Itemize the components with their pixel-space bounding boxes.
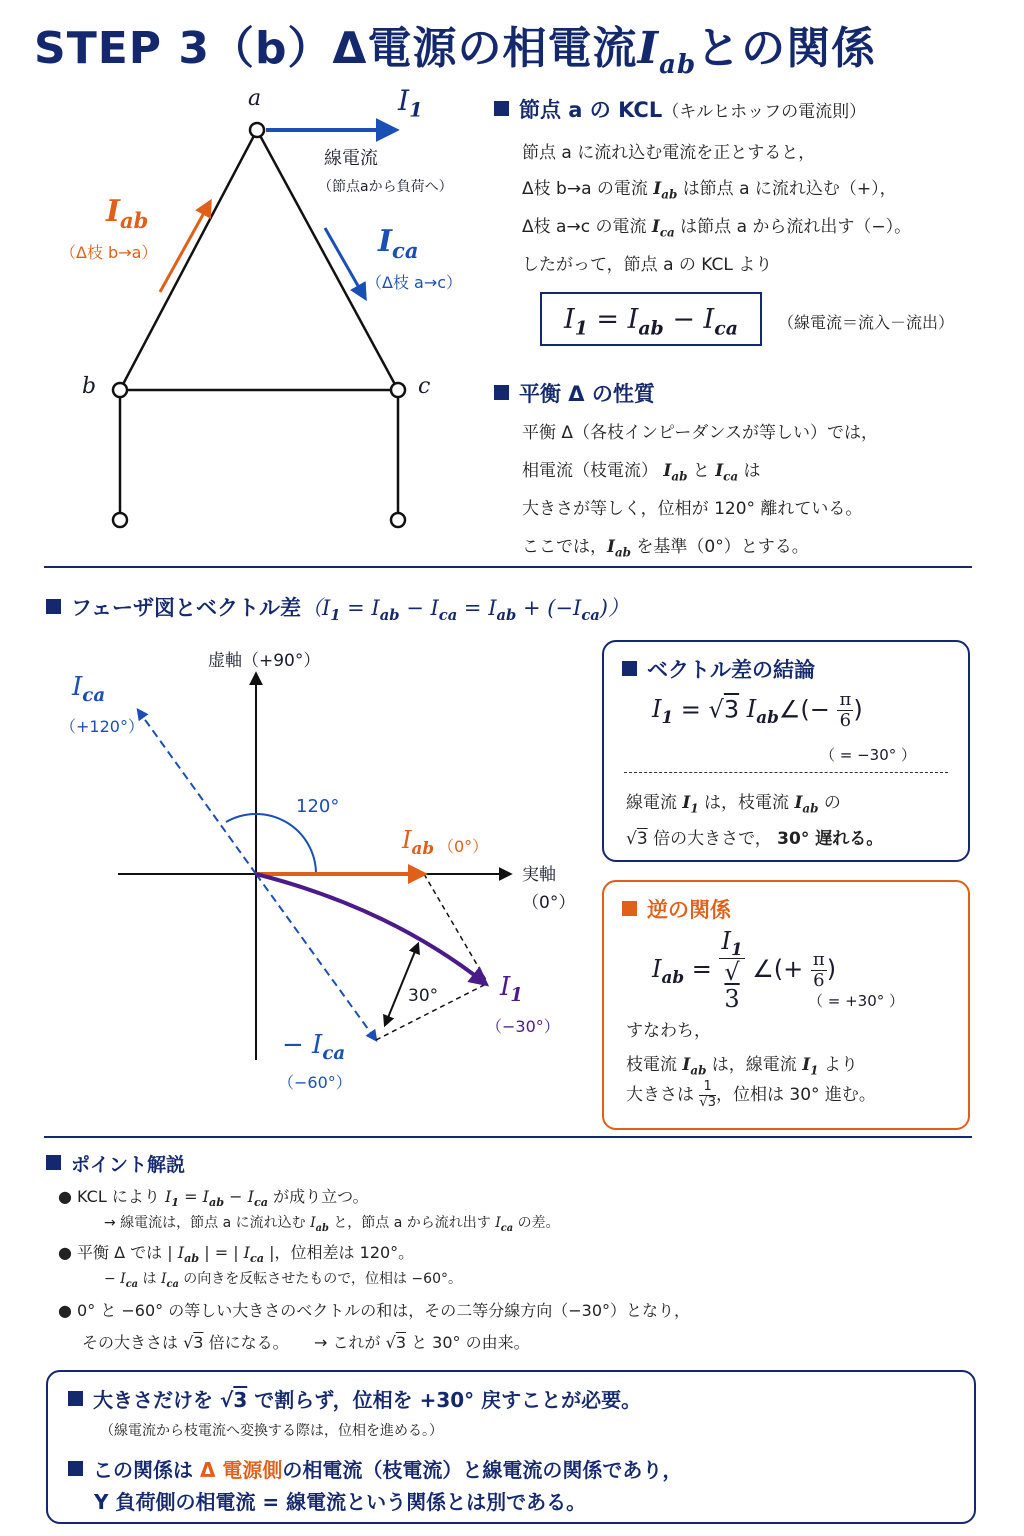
point-1-sub: → 線電流は，節点 a に流れ込む $I_{ab}$ と，節点 a から流れ出す $I_{ca}$ の差。 bbox=[104, 1215, 560, 1234]
kcl-equation-note: （線電流＝流入－流出） bbox=[778, 313, 955, 332]
kcl-equation-box: $I_1 = I_{ab} - I_{ca}$ bbox=[540, 292, 762, 346]
point-1: ● KCL により $I_1 = I_{ab} - I_{ca}$ が成り立つ。 bbox=[58, 1187, 369, 1210]
balanced-line-1: 平衡 Δ（各枝インピーダンスが等しい）では， bbox=[522, 423, 879, 443]
heading-square-icon bbox=[622, 661, 637, 676]
node-a-terminal bbox=[250, 123, 264, 137]
heading-square-icon bbox=[622, 901, 637, 916]
kcl-line-2: Δ枝 b→a の電流 $I_{ab}$ は節点 a に流れ込む（+）， bbox=[522, 179, 897, 202]
construction-line-1 bbox=[424, 874, 486, 980]
kcl-heading: 節点 a の KCL（キルヒホッフの電流則） bbox=[494, 94, 866, 124]
terminal-b-end bbox=[113, 513, 127, 527]
point-2-sub: − $I_{ca}$ は $I_{ca}$ の向きを反転させたもので，位相は −60°。 bbox=[104, 1271, 462, 1290]
phasor-i1-deg: （−30°） bbox=[486, 1017, 560, 1036]
summary-line-1: 大きさだけを √3 で割らず，位相を +30° 戻すことが必要。 bbox=[68, 1384, 641, 1413]
heading-square-icon bbox=[494, 101, 509, 116]
angle-30-label: 30° bbox=[408, 986, 439, 1006]
heading-square-icon bbox=[68, 1391, 83, 1406]
ica-phasor bbox=[138, 710, 256, 874]
inverse-heading: 逆の関係 bbox=[622, 894, 731, 924]
phasor-i1-label: $I_1$ bbox=[500, 972, 523, 1007]
balanced-line-4: ここでは，$I_{ab}$ を基準（0°）とする。 bbox=[522, 537, 809, 560]
kcl-line-3: Δ枝 a→c の電流 $I_{ca}$ は節点 a から流れ出す（−）。 bbox=[522, 217, 912, 240]
node-b-terminal bbox=[113, 383, 127, 397]
conclusion-formula: $I_1 = √3$ $I_{ab}\angle(-$ $\frac{\pi}{6}$ ) bbox=[652, 689, 863, 731]
phasor-ica-deg: （+120°） bbox=[60, 717, 144, 736]
divider-2 bbox=[44, 1136, 972, 1138]
conclusion-line-2: √3 倍の大きさで， 30° 遅れる。 bbox=[626, 829, 884, 849]
point-2: ● 平衡 Δ では | $I_{ab}$ | = | $I_{ca}$ |，位相差は 120°。 bbox=[58, 1243, 415, 1266]
iab-arrow bbox=[160, 202, 210, 292]
i1-phasor bbox=[256, 874, 486, 984]
real-axis-deg: （0°） bbox=[522, 893, 576, 913]
balanced-line-3: 大きさが等しく，位相が 120° 離れている。 bbox=[522, 499, 863, 519]
heading-square-icon bbox=[46, 599, 61, 614]
heading-square-icon bbox=[46, 1155, 61, 1170]
inverse-line-3: 大きさは $\frac{1}{√3}$ ，位相は 30° 進む。 bbox=[626, 1079, 876, 1110]
phasor-minus-ica-deg: （−60°） bbox=[278, 1073, 352, 1092]
node-b-label: b bbox=[82, 374, 97, 399]
delta-circuit-diagram bbox=[60, 80, 490, 550]
i1-label: $I_1$ bbox=[398, 84, 423, 122]
points-heading: ポイント解説 bbox=[46, 1150, 185, 1177]
phasor-heading: フェーザ図とベクトル差$(I_1 = I_{ab} - I_{ca} = I_{ab} + (-I_{ca}))$ bbox=[46, 592, 629, 624]
ica-note: （Δ枝 a→c） bbox=[366, 273, 463, 292]
angle-30-arrow bbox=[385, 944, 418, 1025]
terminal-c-end bbox=[391, 513, 405, 527]
line-current-note: （節点aから負荷へ） bbox=[318, 179, 453, 195]
balanced-heading: 平衡 Δ の性質 bbox=[494, 378, 655, 408]
phasor-iab-label: $I_{ab}$ bbox=[402, 826, 435, 858]
phasor-iab-deg: （0°） bbox=[438, 837, 489, 856]
kcl-line-4: したがって，節点 a の KCL より bbox=[522, 255, 773, 275]
inverse-line-1: すなわち， bbox=[626, 1021, 711, 1041]
inverse-deg-note: （ = +30° ） bbox=[808, 992, 905, 1010]
heading-square-icon bbox=[494, 385, 509, 400]
real-axis-label: 実軸 bbox=[522, 865, 556, 885]
phasor-ica-label: $I_{ca}$ bbox=[72, 672, 106, 707]
ica-label: $I_{ca}$ bbox=[378, 224, 419, 263]
balanced-line-2: 相電流（枝電流） $I_{ab}$ と $I_{ca}$ は bbox=[522, 461, 761, 484]
angle-120-arc bbox=[226, 814, 316, 874]
heading-square-icon bbox=[68, 1461, 83, 1476]
ica-arrow bbox=[325, 228, 365, 298]
summary-line-2: この関係は Δ 電源側の相電流（枝電流）と線電流の関係であり， bbox=[68, 1454, 682, 1483]
node-a-label: a bbox=[248, 86, 262, 111]
divider-1 bbox=[44, 566, 972, 568]
inverse-line-2: 枝電流 $I_{ab}$ は，線電流 $I_1$ より bbox=[626, 1055, 858, 1078]
summary-line-3: Y 負荷側の相電流 = 線電流という関係とは別である。 bbox=[94, 1490, 587, 1514]
conclusion-heading: ベクトル差の結論 bbox=[622, 654, 815, 684]
phasor-minus-ica-label: − $I_{ca}$ bbox=[282, 1030, 346, 1065]
conclusion-line-1: 線電流 $I_1$ は，枝電流 $I_{ab}$ の bbox=[626, 793, 841, 816]
point-3-sub: その大きさは √3 倍になる。 → これが √3 と 30° の由来。 bbox=[82, 1333, 530, 1352]
line-current-label: 線電流 bbox=[324, 148, 378, 169]
imag-axis-label: 虚軸（+90°） bbox=[208, 651, 321, 671]
conclusion-divider bbox=[624, 772, 948, 773]
summary-line-1-sub: （線電流から枝電流へ変換する際は，位相を進める。） bbox=[100, 1423, 443, 1439]
kcl-line-1: 節点 a に流れ込む電流を正とすると， bbox=[522, 143, 816, 163]
inverse-formula: $I_{ab}$ = $I_1$ √ 3 ∠(+ $\frac{\pi}{6}$ ) bbox=[652, 927, 837, 1013]
iab-note: （Δ枝 b→a） bbox=[60, 243, 158, 262]
node-c-label: c bbox=[418, 374, 431, 399]
minus-ica-phasor bbox=[256, 874, 376, 1040]
iab-label: $I_{ab}$ bbox=[106, 194, 149, 233]
point-3: ● 0° と −60° の等しい大きさのベクトルの和は，その二等分線方向（−30°）となり， bbox=[58, 1301, 691, 1320]
page-title: STEP 3（b）Δ電源の相電流$I_{ab}$との関係 bbox=[34, 23, 877, 80]
conclusion-deg-note: （ = −30° ） bbox=[820, 746, 917, 764]
angle-120-label: 120° bbox=[296, 796, 340, 817]
node-c-terminal bbox=[391, 383, 405, 397]
